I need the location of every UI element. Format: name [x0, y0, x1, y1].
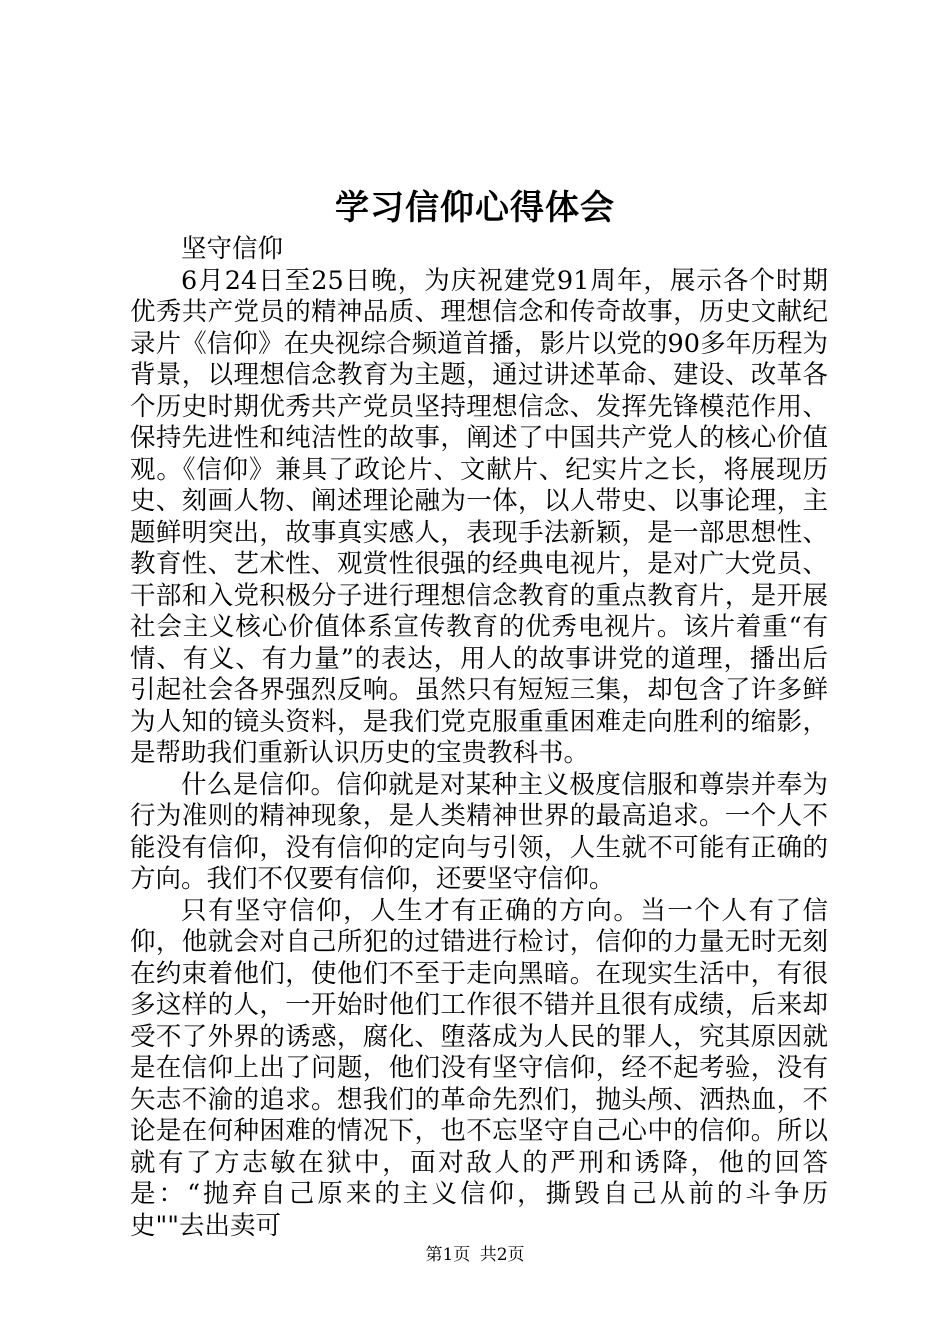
document-body: [130, 234, 828, 1242]
body-paragraph: 只有坚守信仰，人生才有正确的方向。当一个人有了信仰，他就会对自己所犯的过错进行检讨，信仰的力量无时无刻在约束着他们，使他们不至于走向黑暗。在现实生活中，有很多这样的人，一开始时他们工作很不错并且很有成绩，后来却受不了外界的诱惑，腐化、堕落成为人民的罪人，究其原因就是在信仰上出了问题，他们没有坚守信仰，经不起考验，没有矢志不渝的追求。想我们的革命先烈们，抛头颅、洒热血，不论是在何种困难的情况下，也不忘坚守自己心中的信仰。所以就有了方志敏在狱中，面对敌人的严刑和诱降，他的回答是：“抛弃自己原来的主义信仰，撕毁自己从前的斗争历史""去出卖可: [130, 895, 828, 1241]
body-paragraph: 6月24日至25日晚，为庆祝建党91周年，展示各个时期优秀共产党员的精神品质、理想信念和传奇故事，历史文献纪录片《信仰》在央视综合频道首播，影片以党的90多年历程为背景，以理想信念教育为主题，通过讲述革命、建设、改革各个历史时期优秀共产党员坚持理想信念、发挥先锋模范作用、保持先进性和纯洁性的故事，阐述了中国共产党人的核心价值观。《信仰》兼具了政论片、文献片、纪实片之长，将展现历史、刻画人物、阐述理论融为一体，以人带史、以事论理，主题鲜明突出，故事真实感人，表现手法新颖，是一部思想性、教育性、艺术性、观赏性很强的经典电视片，是对广大党员、干部和入党积极分子进行理想信念教育的重点教育片，是开展社会主义核心价值体系宣传教育的优秀电视片。该片着重“有情、有义、有力量”的表达，用人的故事讲党的道理，播出后引起社会各界强烈反响。虽然只有短短三集，却包含了许多鲜为人知的镜头资料，是我们党克服重重困难走向胜利的缩影，是帮助我们重新认识历史的宝贵教科书。: [130, 265, 828, 768]
body-paragraph: 什么是信仰。信仰就是对某种主义极度信服和尊崇并奉为行为准则的精神现象，是人类精神世界的最高追求。一个人不能没有信仰，没有信仰的定向与引领，人生就不可能有正确的方向。我们不仅要有信仰，还要坚守信仰。: [130, 769, 828, 894]
page-number: 第1页: [425, 1245, 471, 1265]
document-title: 学习信仰心得体会: [335, 188, 615, 228]
section-heading: 坚守信仰: [181, 234, 284, 264]
page-footer: [0, 1243, 950, 1267]
page-total: 共2页: [479, 1245, 525, 1265]
